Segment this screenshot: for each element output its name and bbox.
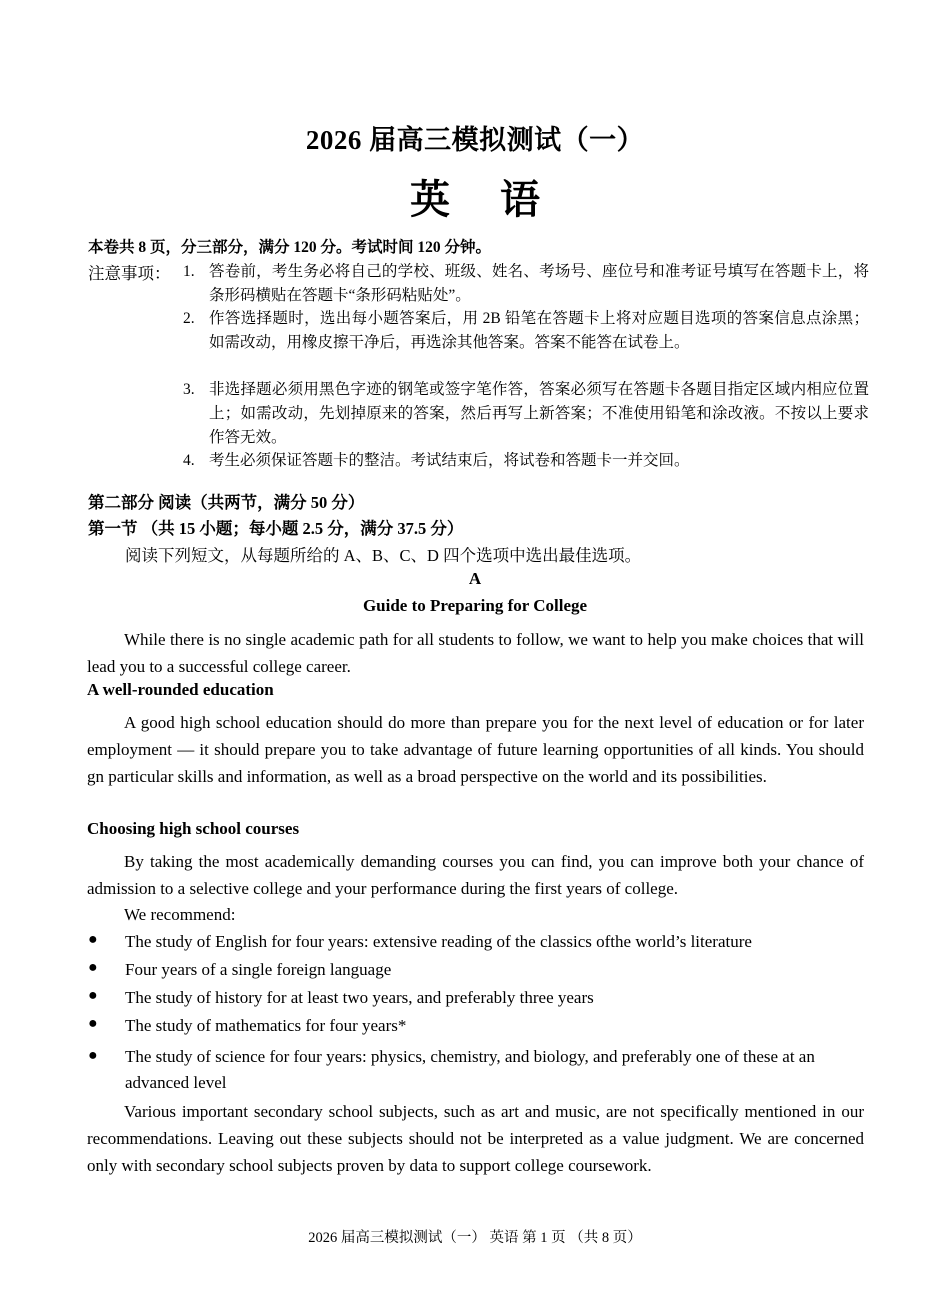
bullet-item: The study of mathematics for four years* <box>125 1016 407 1035</box>
paragraph-1: While there is no single academic path for all students to follow, we want to help you make choices that will lead you to a successful college career. <box>87 630 864 676</box>
bullet-icon: ● <box>88 959 98 976</box>
bullet-icon: ● <box>88 987 98 1004</box>
bullet-icon: ● <box>88 1015 98 1032</box>
recommend-label: We recommend: <box>124 905 236 924</box>
notice-label: 注意事项： <box>88 264 171 283</box>
bullet-item: The study of history for at least two years, and preferably three years <box>125 988 594 1007</box>
passage-title: Guide to Preparing for College <box>362 596 588 615</box>
bullet-item: Four years of a single foreign language <box>125 960 392 979</box>
page-footer: 2026 届高三模拟测试（一） 英语 第 1 页 （共 8 页） <box>308 1230 642 1246</box>
paragraph-2: A good high school education should do more than prepare you for the next level of education or for later employment — it should prepare you to take advantage of future learning opportunities of all kinds. You should gn particular skills and information, as well as a broad perspective on the world and its possibilities. <box>87 713 864 786</box>
notice-item-1 <box>183 260 869 308</box>
notice-num: 2. <box>183 310 195 327</box>
paragraph-3: By taking the most academically demanding courses you can find, you can improve both your chance of admission to a selective college and your performance during the first years of college. <box>87 852 864 898</box>
passage-letter: A <box>468 569 482 588</box>
notice-text: 考生必须保证答题卡的整洁。考试结束后，将试卷和答题卡一并交回。 <box>209 452 690 469</box>
notice-text: 作答选择题时，选出每小题答案后，用 2B 铅笔在答题卡上将对应题目选项的答案信息点涂黑；如需改动，用橡皮擦干净后，再选涂其他答案。答案不能答在试卷上。 <box>209 310 869 351</box>
notice-num: 3. <box>183 381 195 398</box>
exam-title: 2026 届高三模拟测试（一） <box>305 125 645 155</box>
notice-item-3 <box>183 378 869 450</box>
subject-title: 英 语 <box>410 177 560 222</box>
subheading-courses: Choosing high school courses <box>87 819 300 838</box>
notice-item-4 <box>183 449 869 473</box>
bullet-item: The study of English for four years: extensive reading of the classics ofthe world’s literature <box>125 932 752 951</box>
bullet-item: The study of science for four years: physics, chemistry, and biology, and preferably one of these at an advanced level <box>125 1047 815 1092</box>
notice-item-2 <box>183 307 869 355</box>
bullet-icon: ● <box>88 1047 98 1064</box>
notice-num: 4. <box>183 452 195 469</box>
paragraph-4: Various important secondary school subjects, such as art and music, are not specifically mentioned in our recommendations. Leaving out these subjects should not be interpreted as a value judgment. We are concerned only with secondary school subjects proven by data to support college coursework. <box>87 1102 864 1175</box>
instruction: 阅读下列短文，从每题所给的 A、B、C、D 四个选项中选出最佳选项。 <box>125 546 642 565</box>
exam-intro: 本卷共 8 页，分三部分，满分 120 分。考试时间 120 分钟。 <box>88 239 492 256</box>
notice-num: 1. <box>183 263 195 280</box>
subheading-education: A well-rounded education <box>87 680 274 699</box>
notice-text: 答卷前，考生务必将自己的学校、班级、姓名、考场号、座位号和准考证号填写在答题卡上，将条形码横贴在答题卡“条形码粘贴处”。 <box>209 263 869 304</box>
bullet-icon: ● <box>88 931 98 948</box>
section-heading: 第一节 （共 15 小题；每小题 2.5 分，满分 37.5 分） <box>88 519 464 538</box>
notice-text: 非选择题必须用黑色字迹的钢笔或签字笔作答，答案必须写在答题卡各题目指定区域内相应位置上；如需改动，先划掉原来的答案，然后再写上新答案；不准使用铅笔和涂改液。不按以上要求作答无效。 <box>209 381 869 446</box>
part-heading: 第二部分 阅读（共两节，满分 50 分） <box>88 493 365 512</box>
